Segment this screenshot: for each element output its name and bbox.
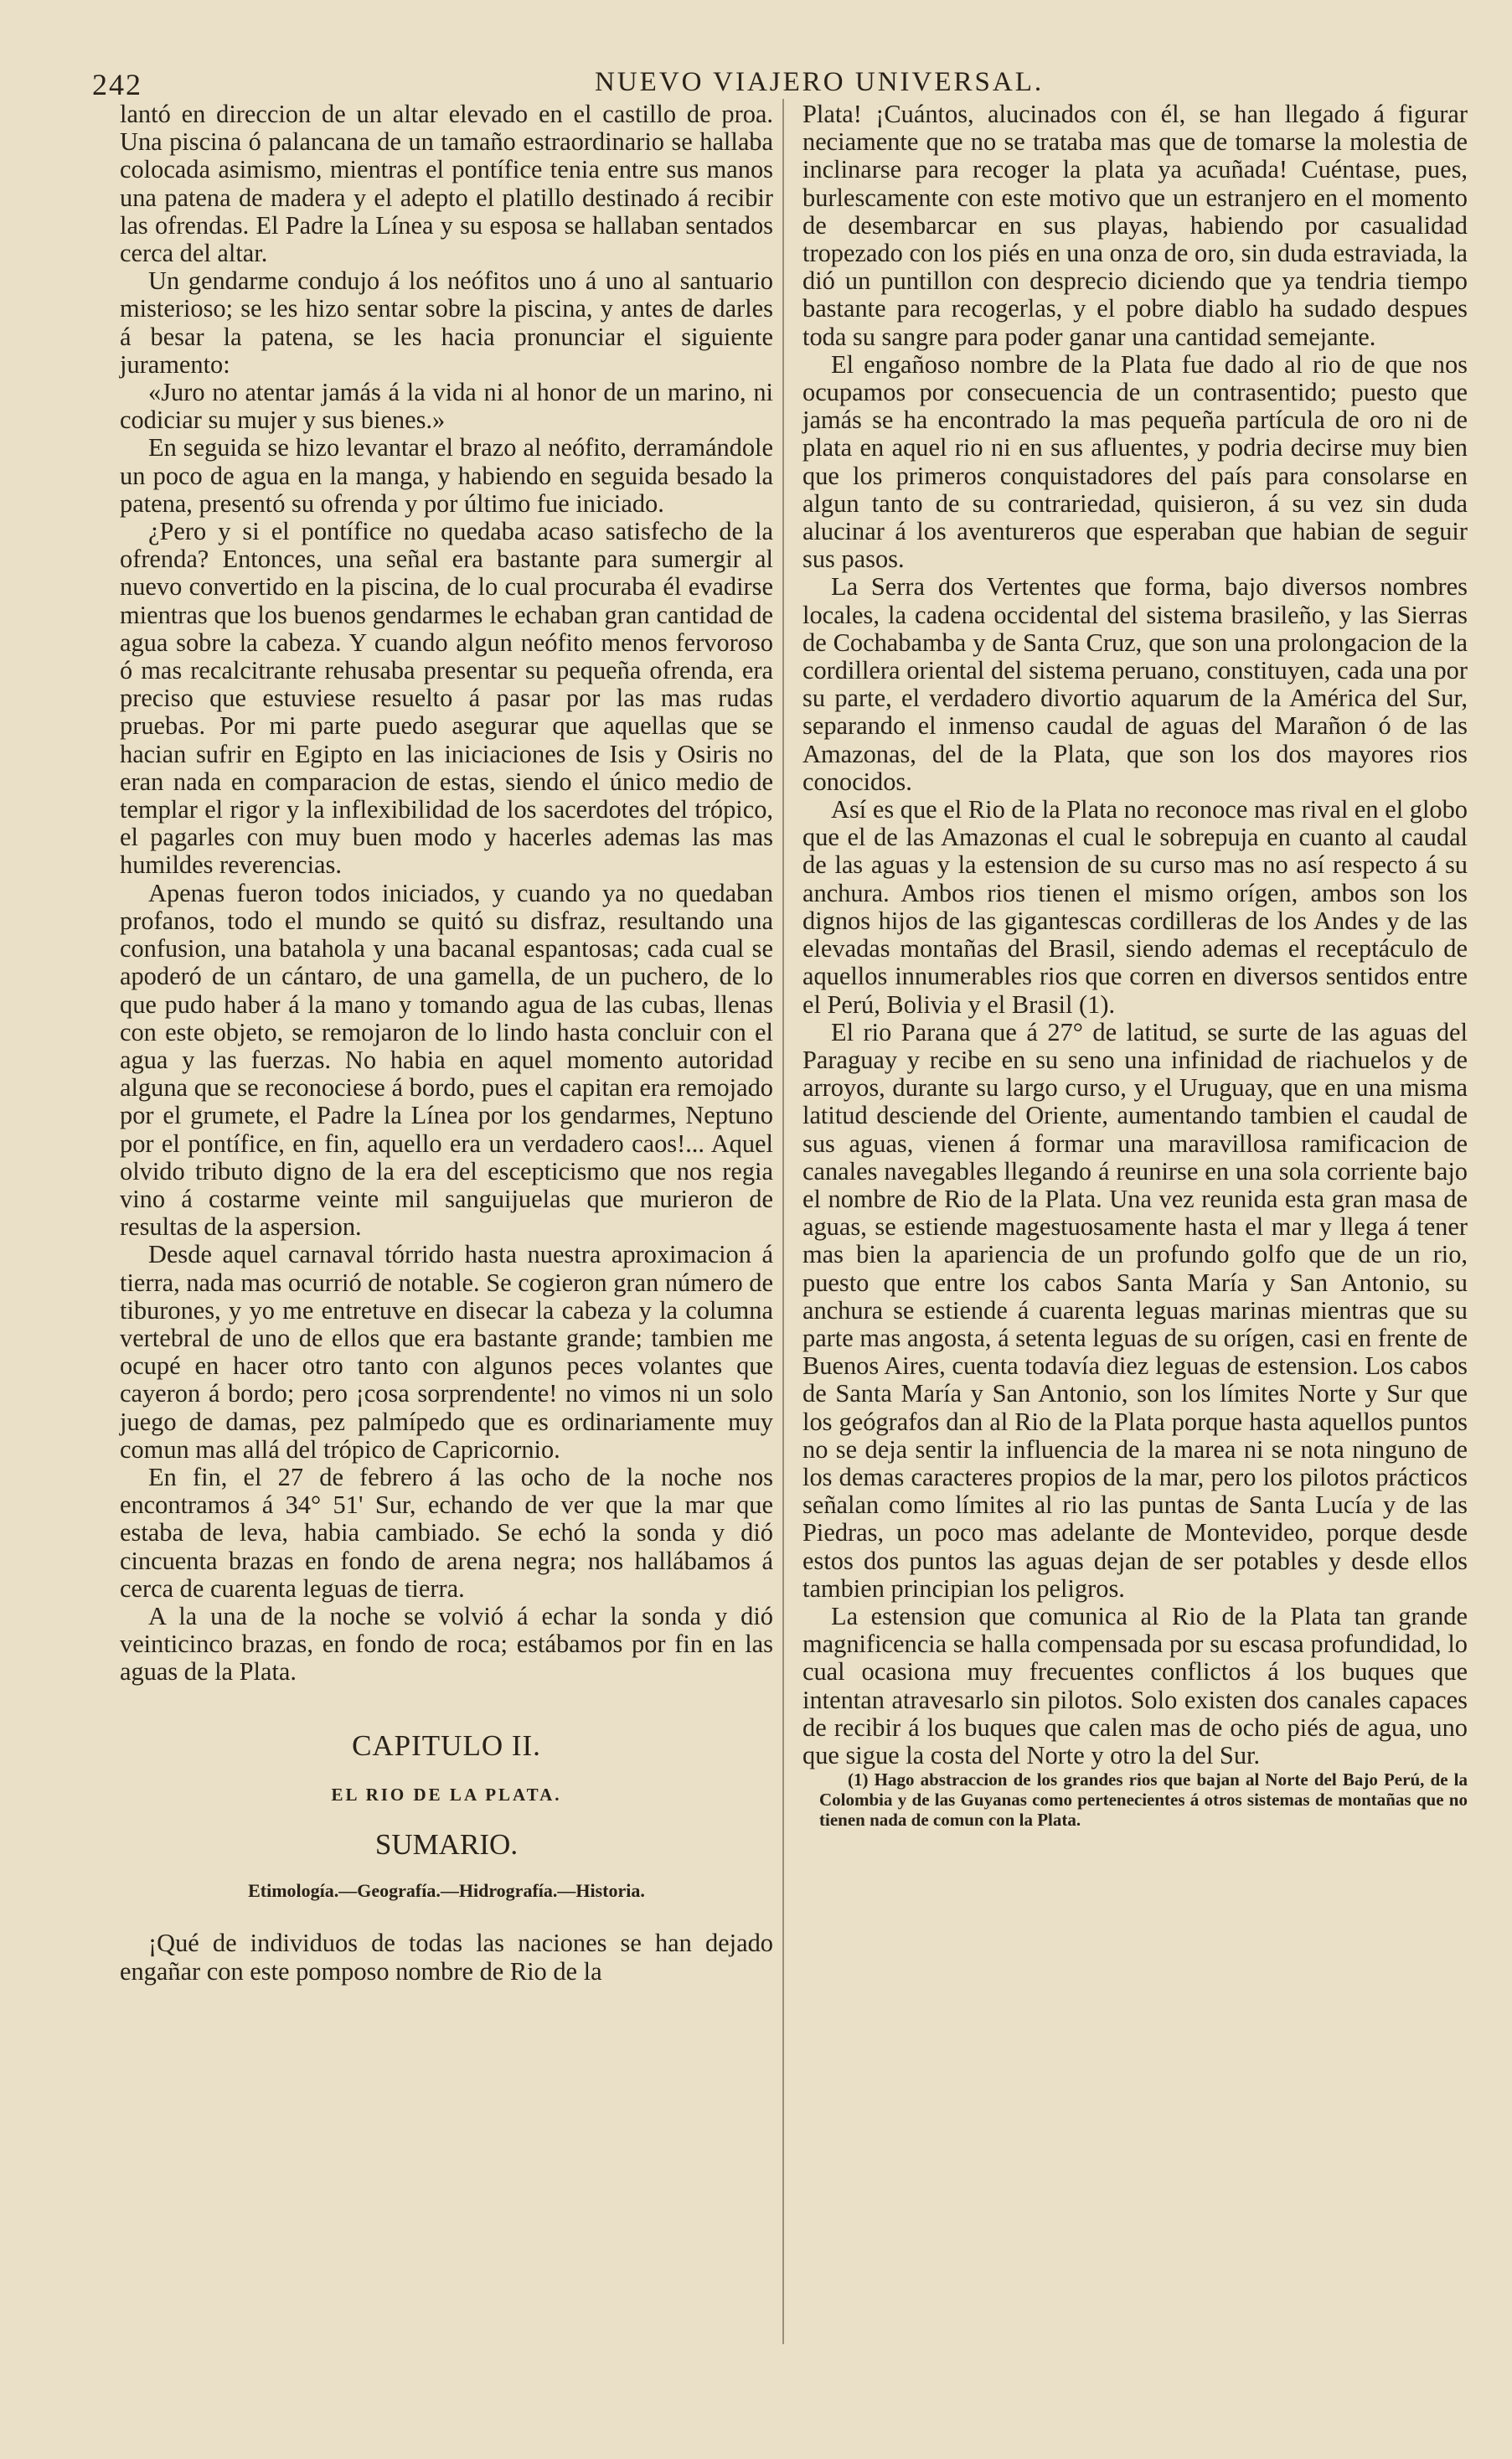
paragraph: «Juro no atentar jamás á la vida ni al honor de un marino, ni codiciar su mujer y sus bienes.» xyxy=(120,378,773,435)
paragraph: En fin, el 27 de febrero á las ocho de la noche nos encontramos á 34° 51' Sur, echando de ver que la mar que estaba de leva, habia cambiado. Se echó la sonda y dió cincuenta brazas en fondo de arena negra; nos hallábamos á cerca de cuarenta leguas de tierra. xyxy=(120,1462,773,1603)
left-column xyxy=(120,101,773,1986)
chapter-title: CAPITULO II. xyxy=(352,1728,541,1762)
paragraph: En seguida se hizo levantar el brazo al neófito, derramándole un poco de agua en la manga, y habiendo en seguida besado la patena, presentó su ofrenda y por último fue iniciado. xyxy=(120,433,773,518)
paragraph: ¡Qué de individuos de todas las naciones se han dejado engañar con este pomposo nombre de Rio de la xyxy=(120,1929,773,1986)
paragraph: ¿Pero y si el pontífice no quedaba acaso satisfecho de la ofrenda? Entonces, una señal era bastante para sumergir al nuevo convertido en la piscina, de lo cual procuraba él evadirse mientras que los buenos gendarmes le echaban gran cantidad de agua sobre la cabeza. Y cuando algun neófito menos fervoroso ó mas recalcitrante rehusaba presentar su pequeña ofrenda, era preciso que estuviese resuelto á pasar por las mas rudas pruebas. Por mi parte puedo asegurar que aquellas que se hacian sufrir en Egipto en las iniciaciones de Isis y Osiris no eran nada en comparacion de estas, siendo el único medio de templar el rigor y la inflexibilidad de los sacerdotes del trópico, el pagarles con muy buen modo y hacerles ademas las mas humildes reverencias. xyxy=(120,517,773,880)
paragraph: La estension que comunica al Rio de la Plata tan grande magnificencia se halla compensada por su escasa profundidad, lo cual ocasiona muy frecuentes conflictos á los buques que intentan atravesarlo sin pilotos. Solo existen dos canales capaces de recibir á los buques que calen mas de ocho piés de agua, uno que sigue la costa del Norte y otro la del Sur. xyxy=(802,1601,1468,1769)
paragraph: Un gendarme condujo á los neófitos uno á uno al santuario misterioso; se les hizo sentar sobre la piscina, y antes de darles á besar la patena, se les hacia pronunciar el siguiente juramento: xyxy=(120,266,773,379)
sumario-topics: Etimología.—Geografía.—Hidrografía.—Historia. xyxy=(248,1880,645,1902)
chapter-subtitle: EL RIO DE LA PLATA. xyxy=(331,1784,562,1805)
column-divider xyxy=(782,99,784,2344)
paragraph: Así es que el Rio de la Plata no reconoce mas rival en el globo que el de las Amazonas el cual le sobrepuja en cuanto al caudal de las aguas y la estension de su curso mas no así respecto á su anchura. Ambos rios tienen el mismo orígen, ambos son los dignos hijos de las gigantescas cordilleras de los Andes y de las elevadas montañas del Brasil, siendo ademas el receptáculo de aquellos innumerables rios que corren en diversos sentidos entre el Perú, Bolivia y el Brasil (1). xyxy=(802,795,1468,1019)
paragraph: El rio Parana que á 27° de latitud, se surte de las aguas del Paraguay y recibe en su seno una infinidad de riachuelos y de arroyos, durante su largo curso, y el Uruguay, que en una misma latitud desciende del Oriente, aumentando tambien el caudal de sus aguas, vienen á formar una maravillosa ramificacion de canales navegables llegando á reunirse en una sola corriente bajo el nombre de Rio de la Plata. Una vez reunida esta gran masa de aguas, se estiende magestuosamente hasta el mar y llega á tener mas bien la apariencia de un profundo golfo que de un rio, puesto que entre los cabos Santa María y San Antonio, su anchura se estiende á cuarenta leguas marinas mientras que su parte mas angosta, á setenta leguas de su orígen, casi en frente de Buenos Aires, cuenta todavía diez leguas de estension. Los cabos de Santa María y San Antonio, son los límites Norte y Sur que los geógrafos dan al Rio de la Plata porque hasta aquellos puntos no se deja sentir la influencia de la marea ni se nota ninguno de los demas caracteres propios de la mar, pero los pilotos prácticos señalan como límites al rio las puntas de Santa Lucía y de las Piedras, un poco mas adelante de Montevideo, porque desde estos dos puntos las aguas dejan de ser potables y desde ellos tambien principian los peligros. xyxy=(802,1017,1468,1603)
paragraph: Plata! ¡Cuántos, alucinados con él, se han llegado á figurar neciamente que no se trataba mas que de tomarse la molestia de inclinarse para recoger la plata ya acuñada! Cuéntase, pues, burlescamente con este motivo que un estranjero en el momento de desembarcar en sus playas, habiendo por casualidad tropezado con los piés en una onza de oro, sin duda estraviada, la dió un puntillon con desprecio diciendo que ya tendria tiempo bastante para recogerlas, y el pobre diablo ha sudado despues toda su sangre para poder ganar una cantidad semejante. xyxy=(802,100,1468,351)
paragraph: Apenas fueron todos iniciados, y cuando ya no quedaban profanos, todo el mundo se quitó su disfraz, resultando una confusion, una batahola y una bacanal espantosas; cada cual se apoderó de un cántaro, de una gamella, de un puchero, de lo que pudo haber á la mano y tomando agua de las cubas, llenas con este objeto, se remojaron de lo lindo hasta concluir con el agua y las fuerzas. No habia en aquel momento autoridad alguna que se reconociese á bordo, pues el capitan era remojado por el grumete, el Padre la Línea por los gendarmes, Neptuno por el pontífice, en fin, aquello era un verdadero caos!... Aquel olvido tributo digno de la era del escepticismo que nos regia vino á costarme veinte mil sanguijuelas que murieron de resultas de la aspersion. xyxy=(120,878,773,1242)
paragraph: El engañoso nombre de la Plata fue dado al rio de que nos ocupamos por consecuencia de un contrasentido; puesto que jamás se ha encontrado la mas pequeña partícula de oro ni de plata en aquel rio ni en sus afluentes, y podria decirse muy bien que los primeros conquistadores del país para consolarse en algun tanto de su contrariedad, quisieron, á su vez sin duda alucinar á los aventureros que esperaban que habian de seguir sus pasos. xyxy=(802,349,1468,574)
paragraph: La Serra dos Vertentes que forma, bajo diversos nombres locales, la cadena occidental del sistema brasileño, y las Sierras de Cochabamba y de Santa Cruz, que son una prolongacion de la cordillera oriental del sistema peruano, constituyen, cada una por su parte, el verdadero divortio aquarum de la América del Sur, separando el inmenso caudal de aguas del Marañon ó de las Amazonas, del de la Plata, que son los dos mayores rios conocidos. xyxy=(802,572,1468,796)
paragraph: lantó en direccion de un altar elevado en el castillo de proa. Una piscina ó palancana de un tamaño estraordinario se hallaba colocada asimismo, mientras el pontífice tenia entre sus manos una patena de madera y el adepto el platillo destinado á recibir las ofrendas. El Padre la Línea y su esposa se hallaban sentados cerca del altar. xyxy=(120,100,773,268)
running-head: NUEVO VIAJERO UNIVERSAL. xyxy=(595,67,1045,97)
paragraph: Desde aquel carnaval tórrido hasta nuestra aproximacion á tierra, nada mas ocurrió de notable. Se cogieron gran número de tiburones, y yo me entretuve en disecar la cabeza y la columna vertebral de uno de ellos que era bastante grande; tambien me ocupé en hacer otro tanto con algunos peces volantes que cayeron á bordo; pero ¡cosa sorprendente! no vimos ni un solo juego de damas, pez palmípedo que es ordinariamente muy comun mas allá del trópico de Capricornio. xyxy=(120,1240,773,1464)
right-column xyxy=(802,101,1468,1830)
paragraph: A la una de la noche se volvió á echar la sonda y dió veinticinco brazas, en fondo de roca; estábamos por fin en las aguas de la Plata. xyxy=(120,1601,773,1687)
footnote: (1) Hago abstraccion de los grandes rios que bajan al Norte del Bajo Perú, de la Colombia y de las Guyanas como pertenecientes á otros sistemas de montañas que no tienen nada de comun con la Plata. xyxy=(819,1769,1468,1831)
page-number: 242 xyxy=(92,68,142,101)
sumario-heading: SUMARIO. xyxy=(374,1827,519,1861)
